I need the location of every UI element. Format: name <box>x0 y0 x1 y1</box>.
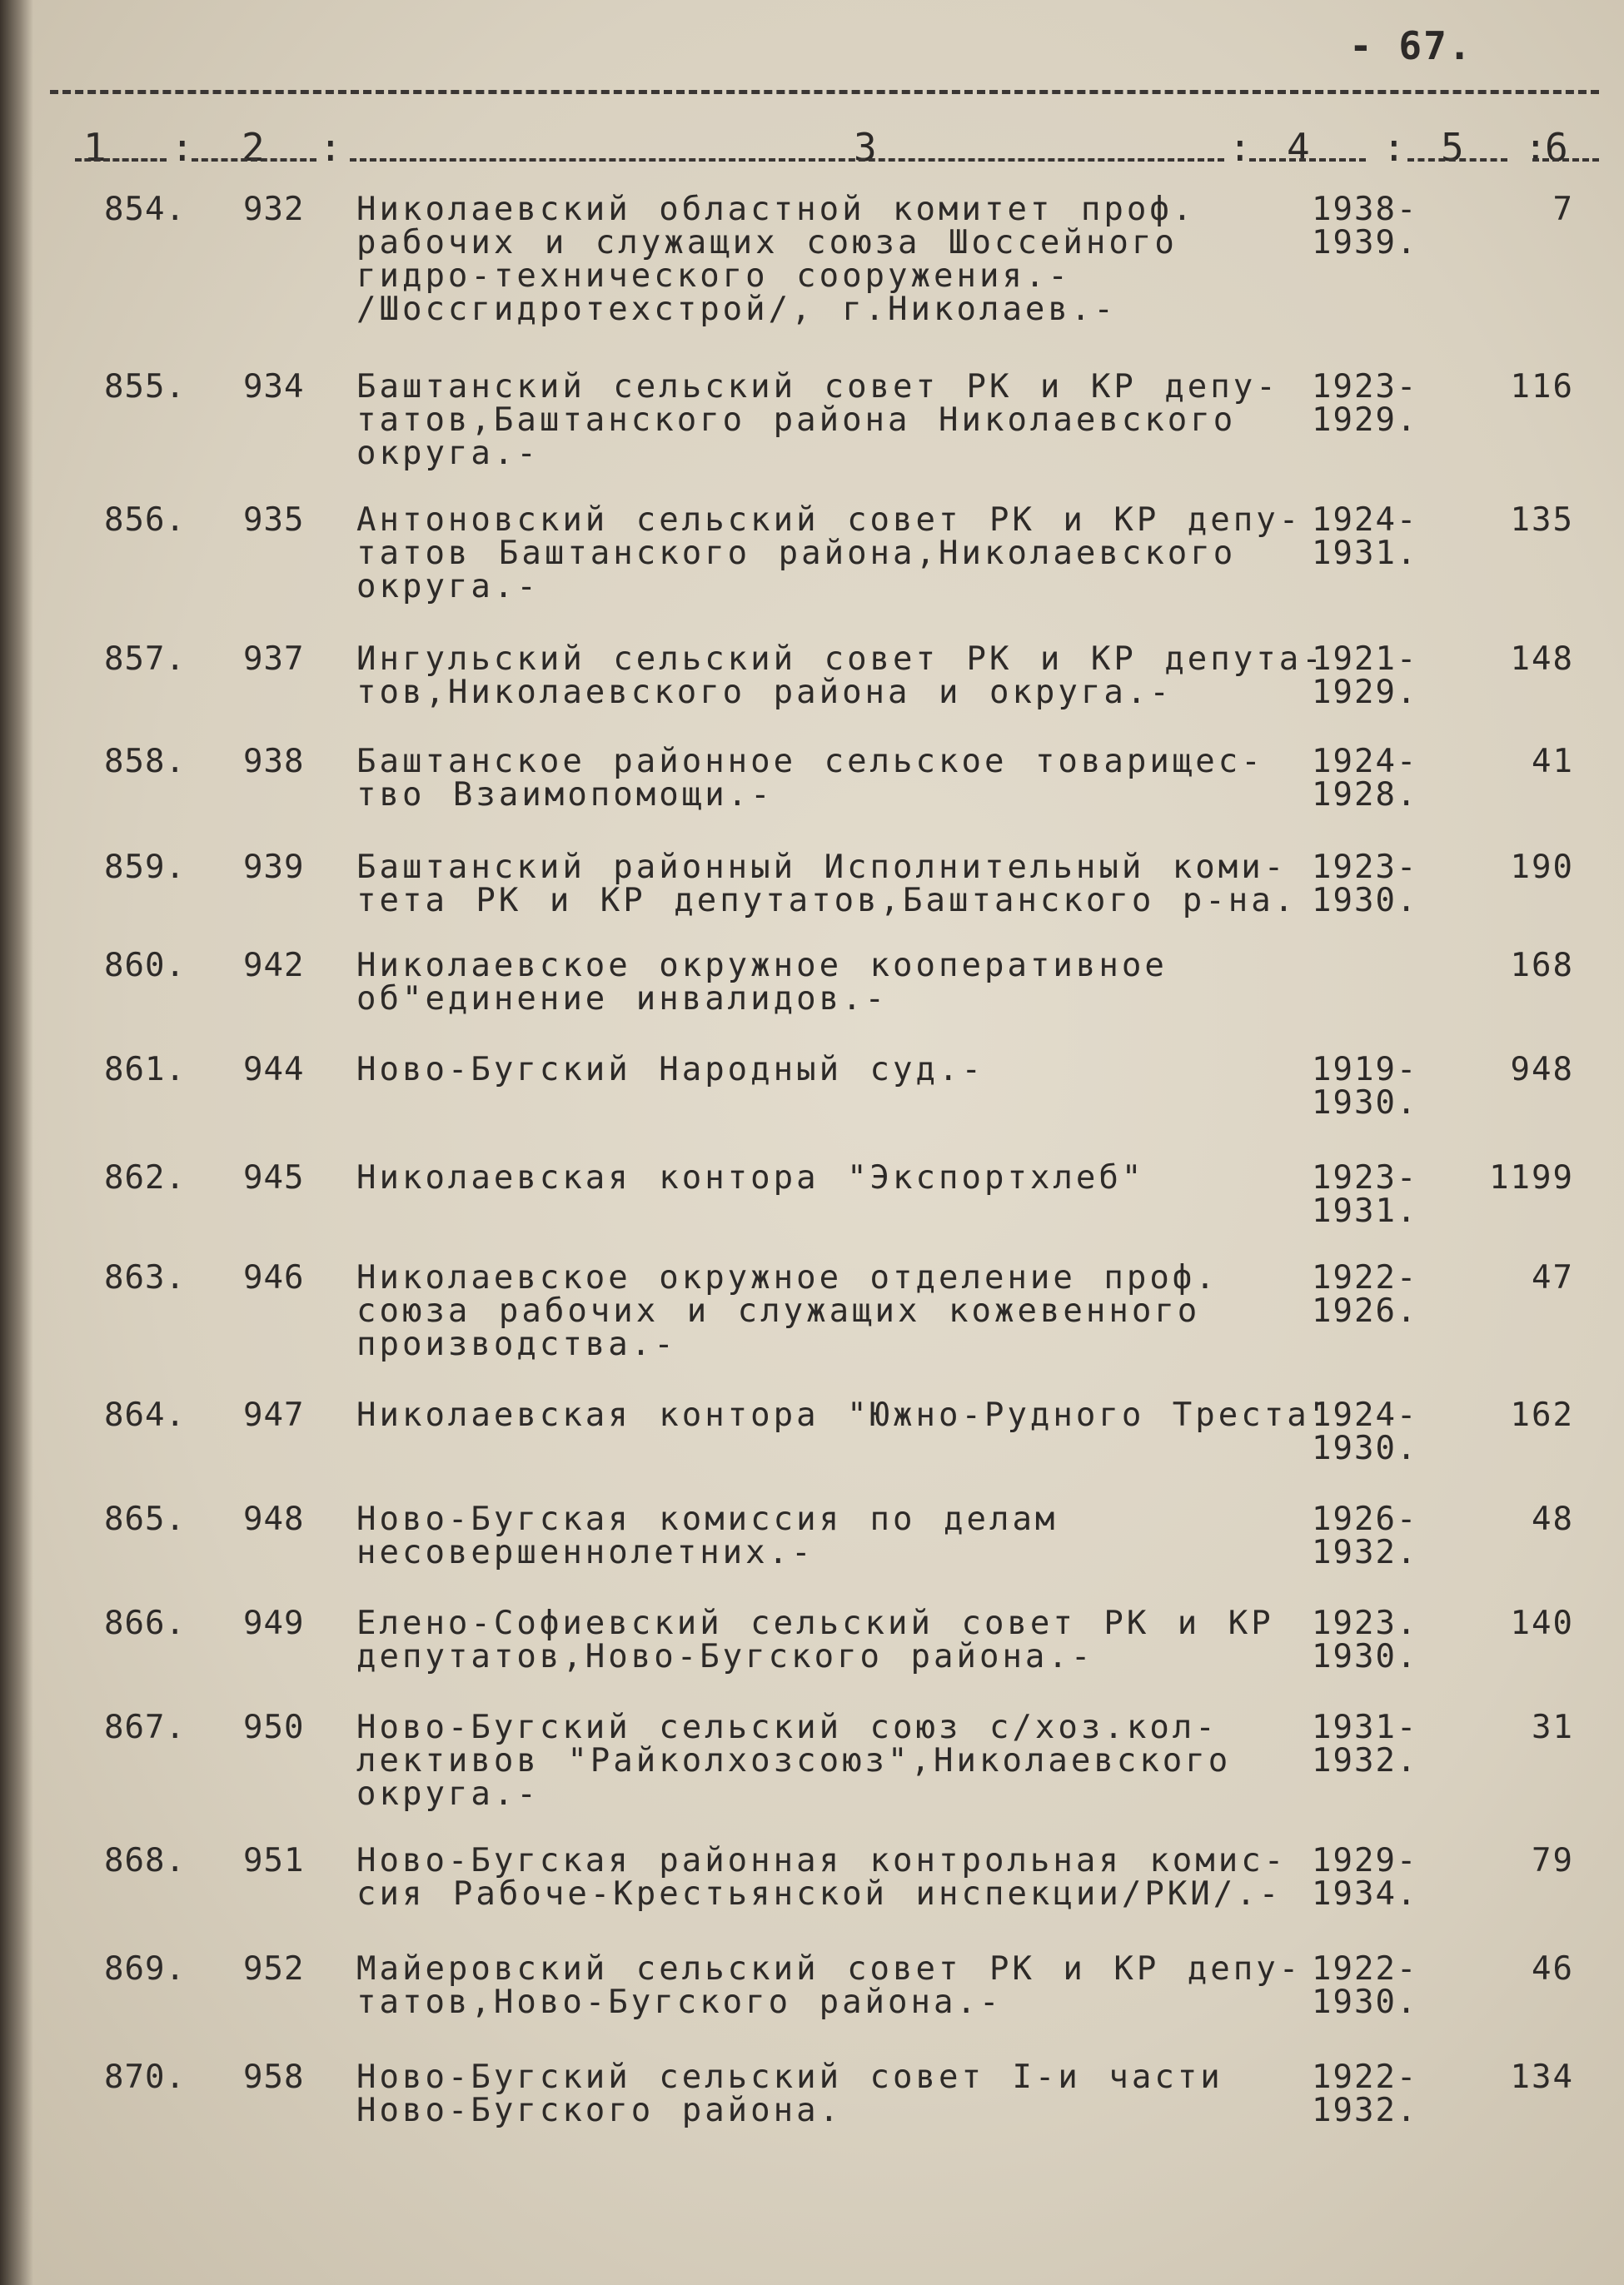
record-count: 162 <box>1510 1396 1574 1434</box>
record-year: 1926- <box>1312 1501 1418 1538</box>
record-year: 1932. <box>1312 2092 1418 2129</box>
record-number: 857. <box>104 640 186 678</box>
record-year: 1932. <box>1312 1742 1418 1780</box>
header-underline <box>350 158 1224 162</box>
record-title-line: Елено-Софиевский сельский совет РК и КР <box>356 1605 1274 1642</box>
record-number: 861. <box>104 1051 186 1088</box>
record-title <box>356 1503 1323 1570</box>
record-title-line: Николаевское окружное отделение проф. <box>356 1259 1218 1297</box>
record-title-line: тво Взаимопомощи.- <box>356 776 774 814</box>
record-title <box>356 193 1323 326</box>
record-count: 135 <box>1510 501 1574 539</box>
record-year: 1922- <box>1312 2058 1418 2096</box>
record-years <box>1312 1396 1418 1467</box>
record-year: 1924- <box>1312 1396 1418 1434</box>
record-years <box>1312 745 1417 812</box>
column-header-1: 1 <box>83 125 107 170</box>
record-number: 860. <box>104 947 186 984</box>
record-year: 1923- <box>1312 1159 1418 1197</box>
column-header-6: 6 <box>1545 125 1568 170</box>
record-count: 1199 <box>1489 1159 1574 1197</box>
record-title-line: татов,Ново-Бугского района.- <box>356 1984 1003 2021</box>
record-year: 1923- <box>1312 849 1418 886</box>
record-years <box>1312 1259 1418 1330</box>
record-number: 859. <box>104 849 186 886</box>
record-count: 7 <box>1552 191 1574 228</box>
record-year: 1932. <box>1312 1534 1418 1571</box>
record-count: 948 <box>1510 1051 1574 1088</box>
record-title-line: Ново-Бугская комиссия по делам <box>356 1501 1059 1538</box>
record-title <box>356 1159 1323 1197</box>
record-year: 1939. <box>1312 224 1418 261</box>
page-number: - 67. <box>1349 23 1473 68</box>
record-year: 1931- <box>1312 1709 1418 1746</box>
column-separator: : <box>1382 125 1406 170</box>
record-years <box>1312 1950 1418 2021</box>
record-title-line: производства.- <box>356 1326 677 1363</box>
column-separator: : <box>319 125 342 170</box>
record-years <box>1312 1607 1417 1674</box>
record-title-line: /Шоссгидротехстрой/, г.Николаев.- <box>356 291 1117 328</box>
record-title <box>356 745 1323 812</box>
record-number: 856. <box>104 501 186 539</box>
record-title <box>356 1396 1333 1434</box>
record-title-line: Николаевская контора "Экспортхлеб" <box>356 1159 1145 1197</box>
fund-number: 937 <box>243 640 305 678</box>
fund-number: 949 <box>243 1605 305 1642</box>
record-title-line: Ново-Бугский сельский союз с/хоз.кол- <box>356 1709 1218 1746</box>
record-year: 1923- <box>1312 368 1418 406</box>
record-title-line: татов,Баштанского района Николаевского <box>356 401 1237 439</box>
fund-number: 946 <box>243 1259 305 1297</box>
record-title-line: Николаевский областной комитет проф. <box>356 191 1196 228</box>
record-title <box>356 1950 1323 2021</box>
column-header-4: 4 <box>1287 125 1310 170</box>
record-title <box>356 368 1323 472</box>
record-count: 48 <box>1532 1501 1574 1538</box>
column-header-3: 3 <box>854 125 877 170</box>
record-year: 1921- <box>1312 640 1418 678</box>
record-title-line: сия Рабоче-Крестьянской инспекции/РКИ/.- <box>356 1875 1283 1913</box>
record-title <box>356 640 1325 711</box>
fund-number: 948 <box>243 1501 305 1538</box>
record-number: 864. <box>104 1396 186 1434</box>
record-number: 867. <box>104 1709 186 1746</box>
record-number: 862. <box>104 1159 186 1197</box>
record-title-line: Николаевская контора "Южно-Рудного Треста" <box>356 1396 1333 1434</box>
record-title-line: депутатов,Ново-Бугского района.- <box>356 1638 1094 1675</box>
record-year: 1923. <box>1312 1605 1418 1642</box>
record-year: 1930. <box>1312 1984 1418 2021</box>
record-number: 866. <box>104 1605 186 1642</box>
column-header-2: 2 <box>242 125 265 170</box>
fund-number: 938 <box>243 743 305 780</box>
fund-number: 951 <box>243 1842 305 1879</box>
record-number: 869. <box>104 1950 186 1988</box>
record-title <box>356 2058 1323 2129</box>
record-years <box>1312 501 1418 572</box>
record-year: 1922- <box>1312 1259 1418 1297</box>
record-title-line: Ингульский сельский совет РК и КР депута- <box>356 640 1325 678</box>
record-years <box>1312 368 1418 439</box>
record-years <box>1312 851 1417 918</box>
record-count: 116 <box>1510 368 1574 406</box>
record-year: 1929. <box>1312 401 1418 439</box>
record-title-line: Ново-Бугский сельский совет I-и части <box>356 2058 1223 2096</box>
fund-number: 950 <box>243 1709 305 1746</box>
record-count: 41 <box>1532 743 1574 780</box>
record-title <box>356 1711 1323 1811</box>
header-underline <box>75 158 167 162</box>
record-number: 858. <box>104 743 186 780</box>
record-title-line: Баштанский районный Исполнительный коми- <box>356 849 1288 886</box>
record-number: 855. <box>104 368 186 406</box>
fund-number: 934 <box>243 368 305 406</box>
record-years <box>1312 1159 1418 1230</box>
fund-number: 945 <box>243 1159 305 1197</box>
record-year: 1924- <box>1312 501 1418 539</box>
fund-number: 939 <box>243 849 305 886</box>
record-title-line: рабочих и служащих союза Шоссейного <box>356 224 1178 261</box>
fund-number: 952 <box>243 1950 305 1988</box>
record-title <box>356 1053 1323 1087</box>
record-number: 865. <box>104 1501 186 1538</box>
record-years <box>1312 1503 1417 1570</box>
record-title <box>356 949 1323 1016</box>
record-title-line: округа.- <box>356 435 540 472</box>
record-title-line: Майеровский сельский совет РК и КР депу- <box>356 1950 1303 1988</box>
record-title <box>356 851 1323 918</box>
record-years <box>1312 1844 1417 1911</box>
record-count: 47 <box>1532 1259 1574 1297</box>
fund-number: 947 <box>243 1396 305 1434</box>
record-title-line: тета РК и КР депутатов,Баштанского р-на. <box>356 882 1298 919</box>
record-year: 1930. <box>1312 1638 1418 1675</box>
record-count: 140 <box>1510 1605 1574 1642</box>
fund-number: 942 <box>243 947 305 984</box>
record-title <box>356 501 1323 605</box>
record-title-line: тов,Николаевского района и округа.- <box>356 674 1173 711</box>
column-separator: : <box>171 125 194 170</box>
record-title-line: гидро-технического сооружения.- <box>356 257 1071 295</box>
record-title-line: лективов "Райколхозсоюз",Николаевского <box>356 1742 1232 1780</box>
fund-number: 935 <box>243 501 305 539</box>
record-title-line: Николаевское окружное кооперативное <box>356 947 1168 984</box>
record-year: 1930. <box>1312 882 1418 919</box>
record-year: 1929- <box>1312 1842 1418 1879</box>
record-count: 168 <box>1510 947 1574 984</box>
record-number: 870. <box>104 2058 186 2096</box>
record-count: 134 <box>1510 2058 1574 2096</box>
record-year: 1924- <box>1312 743 1418 780</box>
record-year: 1938- <box>1312 191 1418 228</box>
fund-number: 958 <box>243 2058 305 2096</box>
record-title-line: союза рабочих и служащих кожевенного <box>356 1292 1201 1330</box>
record-years <box>1312 2058 1418 2129</box>
record-title-line: Ново-Бугского района. <box>356 2092 843 2129</box>
record-count: 79 <box>1532 1842 1574 1879</box>
record-years <box>1312 193 1417 260</box>
record-number: 863. <box>104 1259 186 1297</box>
record-year: 1931. <box>1312 535 1418 572</box>
header-underline <box>1407 158 1507 162</box>
record-year: 1930. <box>1312 1430 1418 1467</box>
record-number: 868. <box>104 1842 186 1879</box>
record-years <box>1312 1053 1417 1120</box>
record-title-line: Баштанское районное сельское товарищес- <box>356 743 1264 780</box>
record-year: 1922- <box>1312 1950 1418 1988</box>
record-title-line: Баштанский сельский совет РК и КР депу- <box>356 368 1279 406</box>
record-title-line: Антоновский сельский совет РК и КР депу- <box>356 501 1303 539</box>
record-year: 1919- <box>1312 1051 1418 1088</box>
record-year: 1930. <box>1312 1084 1418 1122</box>
record-year: 1934. <box>1312 1875 1418 1913</box>
record-title-line: татов Баштанского района,Николаевского <box>356 535 1237 572</box>
column-separator: : <box>1524 125 1547 170</box>
fund-number: 932 <box>243 191 305 228</box>
record-number: 854. <box>104 191 186 228</box>
record-title <box>356 1844 1323 1911</box>
record-year: 1931. <box>1312 1192 1418 1230</box>
record-title-line: округа.- <box>356 1775 540 1813</box>
record-title-line: об"единение инвалидов.- <box>356 980 889 1018</box>
record-title <box>356 1259 1323 1363</box>
record-title <box>356 1607 1323 1674</box>
record-year: 1929. <box>1312 674 1418 711</box>
header-underline <box>1249 158 1366 162</box>
record-title-line: округа.- <box>356 568 540 605</box>
record-title-line: Ново-Бугский Народный суд.- <box>356 1051 984 1088</box>
record-count: 190 <box>1510 849 1574 886</box>
record-count: 46 <box>1532 1950 1574 1988</box>
record-years <box>1312 640 1418 711</box>
header-underline <box>1532 158 1599 162</box>
record-title-line: Ново-Бугская районная контрольная комис- <box>356 1842 1288 1879</box>
top-dashed-rule <box>50 90 1599 94</box>
header-underline <box>192 158 316 162</box>
column-header-5: 5 <box>1441 125 1464 170</box>
record-count: 31 <box>1532 1709 1574 1746</box>
record-year: 1928. <box>1312 776 1418 814</box>
column-separator: : <box>1228 125 1252 170</box>
record-year: 1926. <box>1312 1292 1418 1330</box>
record-count: 148 <box>1510 640 1574 678</box>
record-years <box>1312 1711 1417 1778</box>
record-title-line: несовершеннолетних.- <box>356 1534 814 1571</box>
fund-number: 944 <box>243 1051 305 1088</box>
